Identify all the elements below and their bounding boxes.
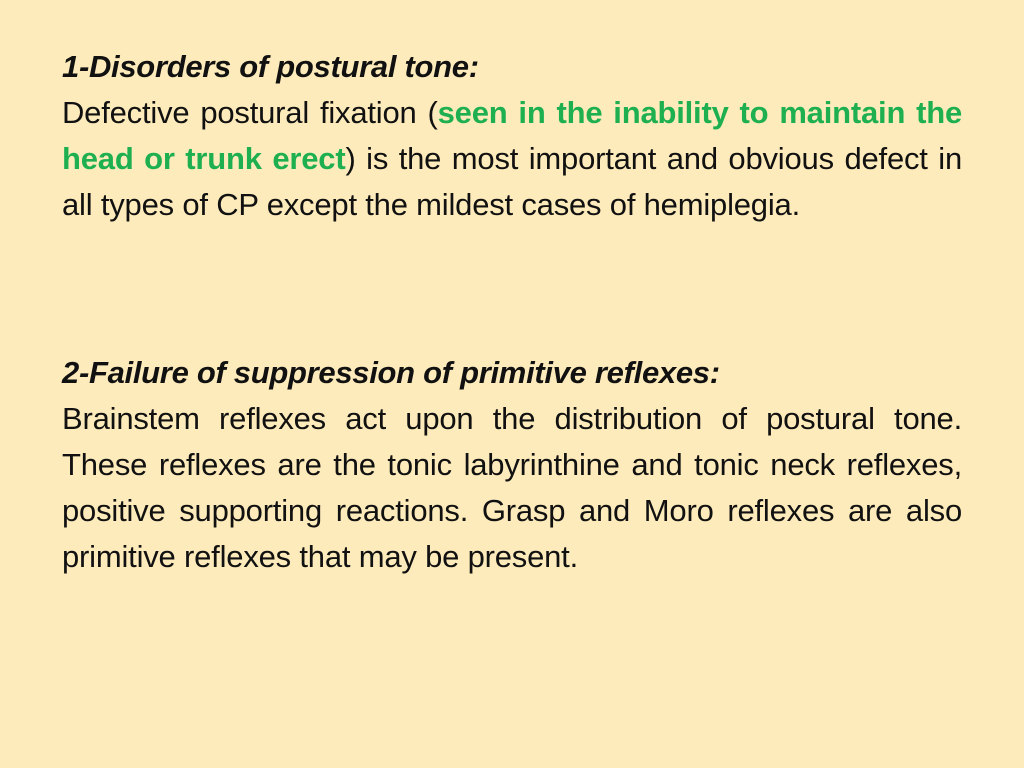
section-paragraph	[62, 90, 962, 228]
section-disorders-of-postural-tone	[62, 44, 962, 228]
section-heading: 2-Failure of suppression of primitive reflexes:	[62, 355, 720, 390]
section-heading: 1-Disorders of postural tone:	[62, 49, 479, 84]
section-paragraph: Brainstem reflexes act upon the distribution of postural tone. These reflexes are the tonic labyrinthine and tonic neck reflexes, positive supporting reactions. Grasp and Moro reflexes are also primitive reflexes that may be present.	[62, 401, 962, 574]
paragraph-text: ) is the most important and obvious defect in all types of CP except the mildest cases of hemiplegia.	[62, 141, 962, 222]
paragraph-text: Defective postural fixation (	[62, 95, 438, 130]
section-failure-of-suppression	[62, 350, 962, 580]
highlighted-phrase: seen in the inability to maintain the head or trunk erect	[62, 95, 963, 176]
